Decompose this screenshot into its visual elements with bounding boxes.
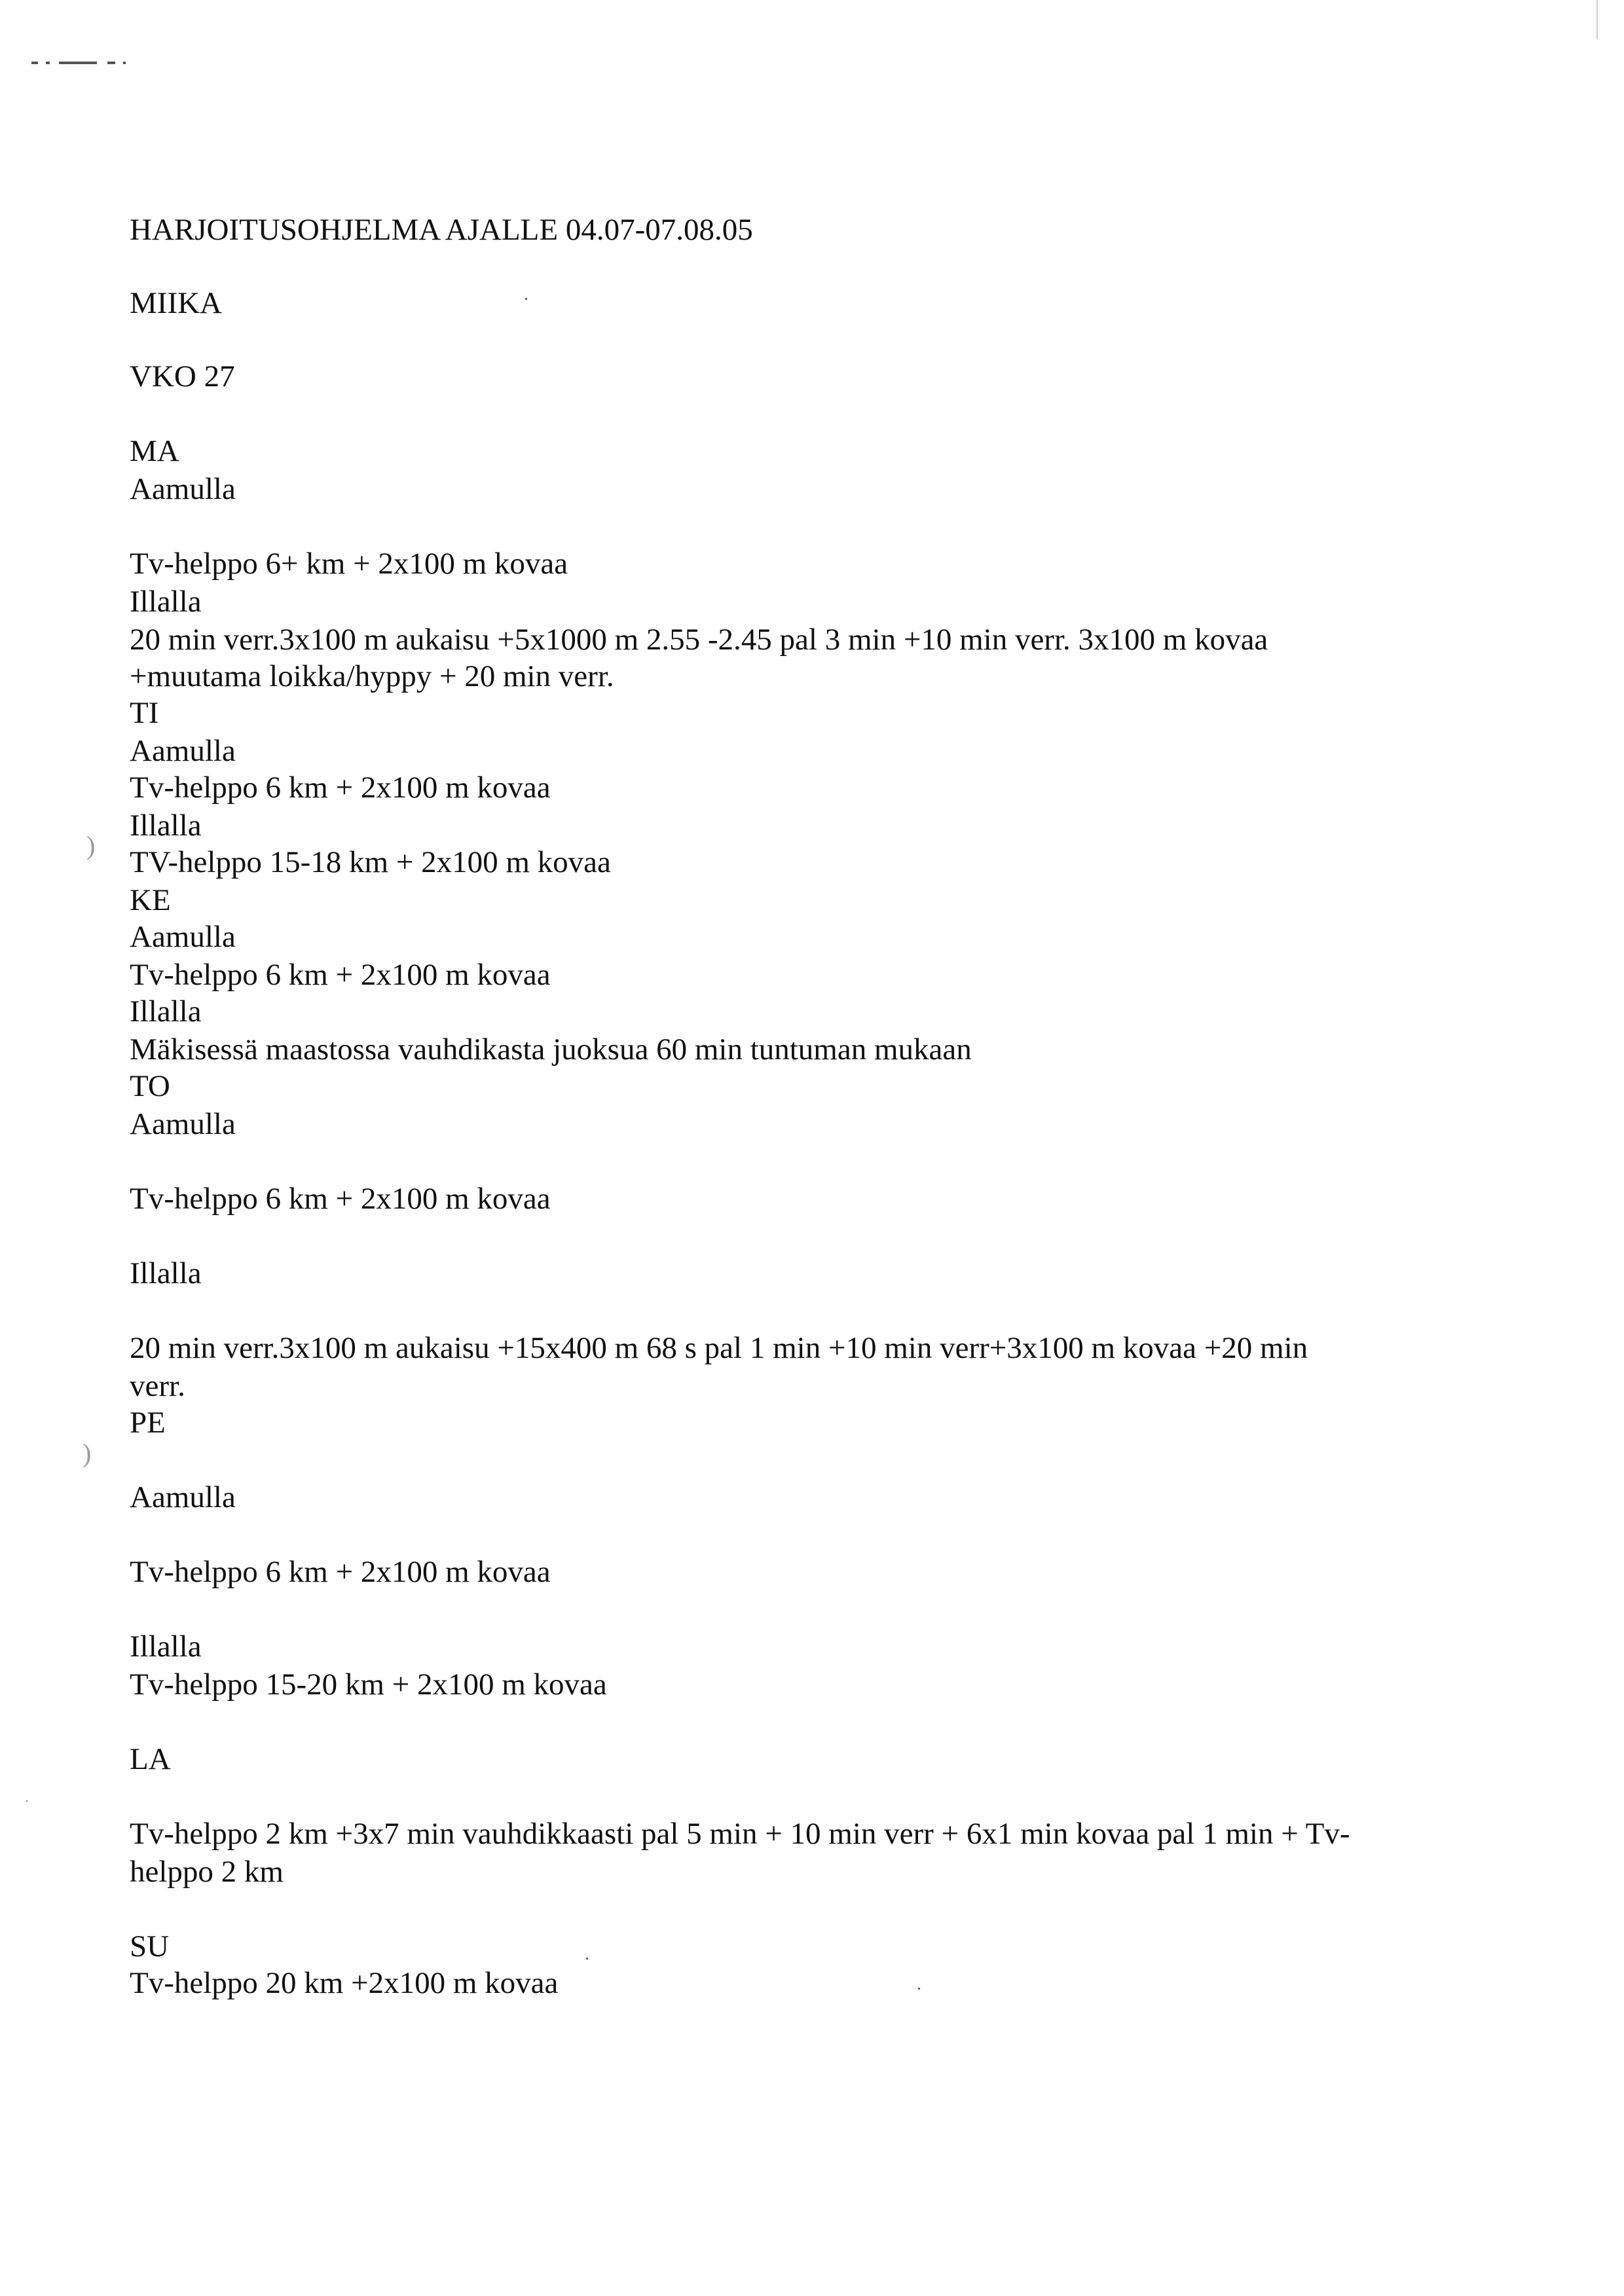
workout-line: 20 min verr.3x100 m aukaisu +15x400 m 68 s pal 1 min +10 min verr+3x100 m kovaa +20 min [130,1331,1308,1365]
day-heading: TI [130,696,159,730]
week-label: VKO 27 [130,359,235,393]
workout-line: +muutama loikka/hyppy + 20 min verr. [130,659,614,693]
scan-speck [918,1988,920,1990]
session-time: Aamulla [130,1480,236,1514]
workout-line: 20 min verr.3x100 m aukaisu +5x1000 m 2.55 -2.45 pal 3 min +10 min verr. 3x100 m kovaa [130,623,1268,657]
scan-speck [525,298,527,300]
workout-line: TV-helppo 15-18 km + 2x100 m kovaa [130,845,611,879]
session-time: Illalla [130,809,202,843]
day-heading: PE [130,1406,166,1440]
margin-mark: ) [83,1438,92,1468]
scan-speck [586,1958,588,1959]
day-heading: TO [130,1069,170,1103]
day-heading: MA [130,434,179,468]
session-time: Illalla [130,1630,202,1664]
workout-line: Tv-helppo 20 km +2x100 m kovaa [130,1966,559,2000]
workout-line: Tv-helppo 6 km + 2x100 m kovaa [130,1182,551,1216]
scan-artifact [31,59,136,68]
workout-line: Tv-helppo 15-20 km + 2x100 m kovaa [130,1667,607,1702]
workout-line: Mäkisessä maastossa vauhdikasta juoksua 60 min tuntuman mukaan [130,1032,972,1066]
day-heading: LA [130,1742,171,1776]
workout-line: Tv-helppo 6 km + 2x100 m kovaa [130,958,551,992]
day-heading: SU [130,1929,170,1963]
document-title: HARJOITUSOHJELMA AJALLE 04.07-07.08.05 [130,213,753,247]
margin-mark: ) [86,831,96,860]
workout-line: Tv-helppo 6 km + 2x100 m kovaa [130,771,551,805]
workout-line: Tv-helppo 6+ km + 2x100 m kovaa [130,547,568,581]
session-time: Illalla [130,585,202,619]
session-time: Aamulla [130,734,236,768]
session-time: Illalla [130,994,202,1029]
session-time: Aamulla [130,472,236,506]
session-time: Illalla [130,1256,202,1290]
workout-line: helppo 2 km [130,1855,284,1889]
scan-speck [26,1800,28,1802]
athlete-name: MIIKA [130,286,222,320]
workout-line: verr. [130,1369,185,1403]
day-heading: KE [130,883,171,917]
scan-edge [1596,0,1598,39]
session-time: Aamulla [130,1107,236,1141]
session-time: Aamulla [130,920,236,954]
workout-line: Tv-helppo 6 km + 2x100 m kovaa [130,1555,551,1589]
workout-line: Tv-helppo 2 km +3x7 min vauhdikkaasti pal 5 min + 10 min verr + 6x1 min kovaa pal 1 min + Tv- [130,1817,1350,1851]
